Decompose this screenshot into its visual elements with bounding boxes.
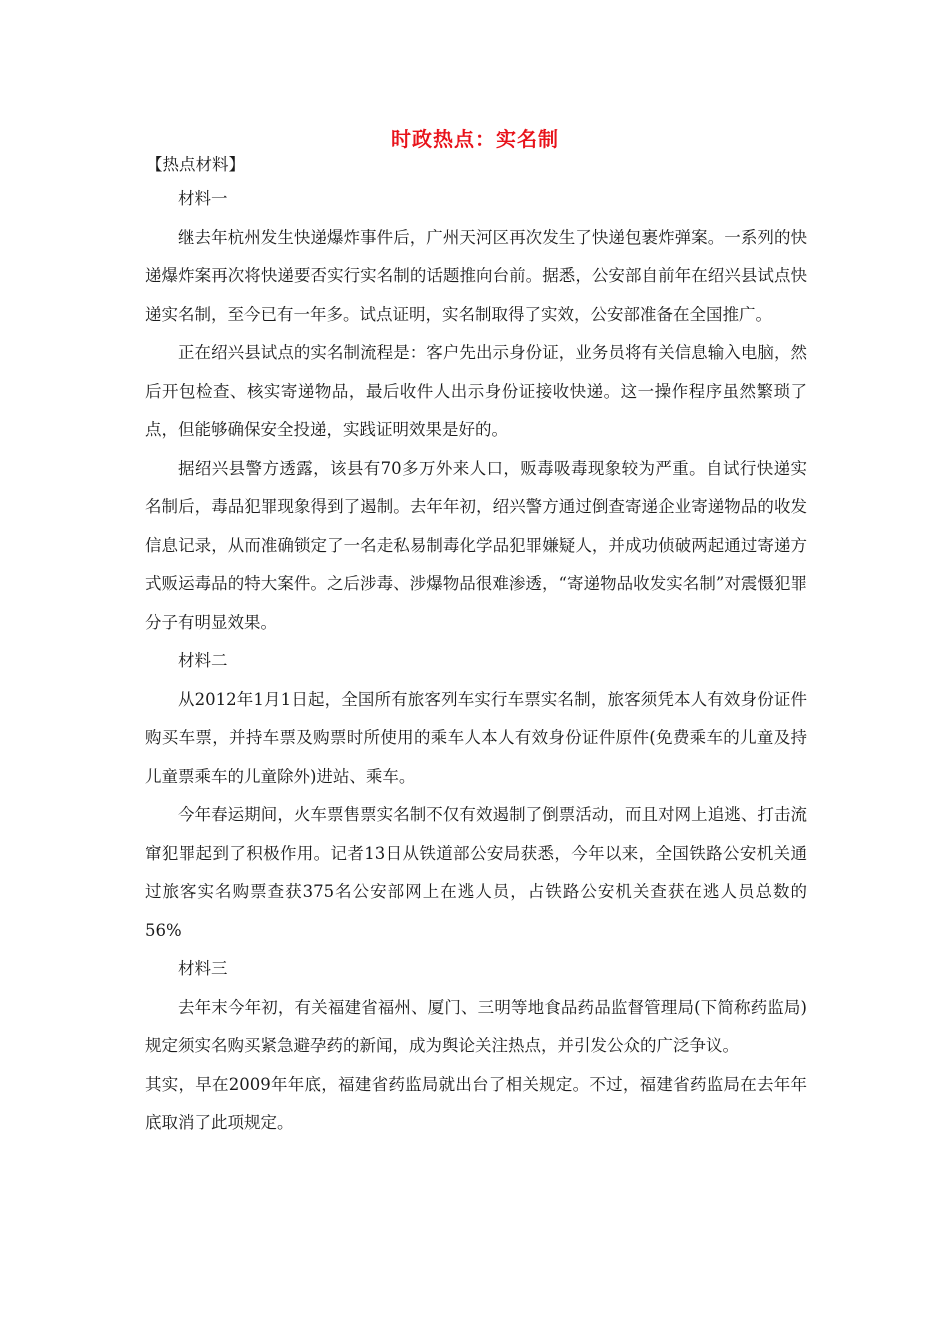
material-three-paragraph-1: 去年末今年初，有关福建省福州、厦门、三明等地食品药品监督管理局(下简称药监局)规定须实名购买紧急避孕药的新闻，成为舆论关注热点，并引发公众的广泛争议。 <box>145 997 807 1055</box>
material-three-continuation: 其实，早在2009年年底，福建省药监局就出台了相关规定。不过，福建省药监局在去年年底取消了此项规定。 <box>145 1074 807 1132</box>
material-one-paragraph-3: 据绍兴县警方透露，该县有70多万外来人口，贩毒吸毒现象较为严重。自试行快递实名制后，毒品犯罪现象得到了遏制。去年年初，绍兴警方通过倒查寄递企业寄递物品的收发信息记录，从而准确锁定了一名走私易制毒化学品犯罪嫌疑人，并成功侦破两起通过寄递方式贩运毒品的特大案件。之后涉毒、涉爆物品很难渗透，“寄递物品收发实名制”对震慑犯罪分子有明显效果。 <box>145 458 807 632</box>
material-one-paragraph-1: 继去年杭州发生快递爆炸事件后，广州天河区再次发生了快递包裹炸弹案。一系列的快递爆炸案再次将快递要否实行实名制的话题推向台前。据悉，公安部自前年在绍兴县试点快递实名制，至今已有一年多。试点证明，实名制取得了实效，公安部准备在全国推广。 <box>145 227 807 324</box>
material-two-paragraph-2: 今年春运期间，火车票售票实名制不仅有效遏制了倒票活动，而且对网上追逃、打击流窜犯罪起到了积极作用。记者13日从铁道部公安局获悉，今年以来，全国铁路公安机关通过旅客实名购票查获375名公安部网上在逃人员，占铁路公安机关查获在逃人员总数的56% <box>145 805 807 940</box>
material-two-label: 材料二 <box>178 651 228 670</box>
document-body <box>145 150 807 1143</box>
material-two-paragraph-1: 从2012年1月1日起，全国所有旅客列车实行车票实名制，旅客须凭本人有效身份证件购买车票，并持车票及购票时所使用的乘车人本人有效身份证件原件(免费乘车的儿童及持儿童票乘车的儿童除外)进站、乘车。 <box>145 689 807 786</box>
page-title: 时政热点：实名制 <box>391 127 559 151</box>
material-one-label: 材料一 <box>178 189 228 208</box>
material-three-label: 材料三 <box>178 959 228 978</box>
material-one-paragraph-2: 正在绍兴县试点的实名制流程是：客户先出示身份证，业务员将有关信息输入电脑，然后开包检查、核实寄递物品，最后收件人出示身份证接收快递。这一操作程序虽然繁琐了点，但能够确保安全投递，实践证明效果是好的。 <box>145 343 807 439</box>
section-heading: 【热点材料】 <box>146 155 245 174</box>
